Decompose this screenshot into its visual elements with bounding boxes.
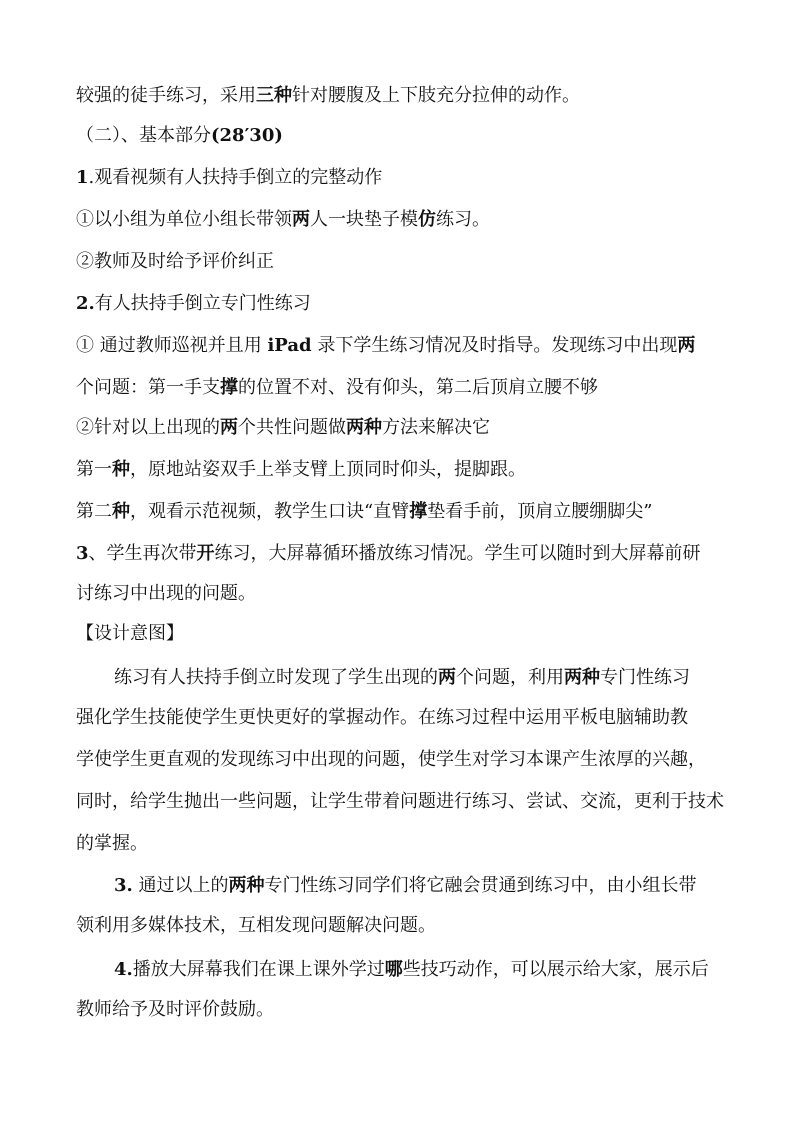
text-line <box>76 542 726 566</box>
text-line <box>76 832 726 856</box>
text-line <box>76 250 726 274</box>
bold-text: 两 <box>677 335 696 356</box>
text-line <box>76 124 726 148</box>
text-segment: 【设计意图】 <box>76 623 184 644</box>
bold-text: 两种 <box>564 667 600 688</box>
text-line <box>76 208 726 232</box>
text-segment: 学使学生更直观的发现练习中出现的问题，使学生对学习本课产生浓厚的兴趣， <box>76 749 706 770</box>
text-segment: 方法来解决它 <box>382 417 490 438</box>
text-segment: 人一块垫子模 <box>310 209 418 230</box>
text-segment: 个问题：第一手支 <box>76 377 220 398</box>
text-segment: 专门性练习同学们将它融会贯通到练习中，由小组长带 <box>264 875 697 896</box>
text-segment: ① 通过教师巡视并且用 <box>76 335 268 356</box>
text-segment: 较强的徒手练习，采用 <box>76 85 256 106</box>
bold-text: iPad <box>267 335 312 356</box>
bold-text: 撑 <box>220 377 238 398</box>
text-line <box>114 958 764 982</box>
text-segment: 第一 <box>76 459 112 480</box>
bold-text: 两种 <box>228 875 265 896</box>
text-segment: 的位置不对、没有仰头，第二后顶肩立腰不够 <box>238 377 598 398</box>
text-segment: 练习，大屏幕循环播放练习情况。学生可以随时到大屏幕前研 <box>214 543 701 564</box>
text-line <box>76 622 726 646</box>
text-line <box>114 874 764 898</box>
text-line <box>76 748 726 772</box>
text-line <box>76 914 726 938</box>
bold-text: 撑 <box>409 501 428 522</box>
text-line <box>76 998 726 1022</box>
text-segment: 通过以上的 <box>132 875 229 896</box>
text-segment: 练习。 <box>436 209 490 230</box>
text-segment: ②针对以上出现的 <box>76 417 220 438</box>
text-segment: ，观看示范视频，教学生口诀“直臂 <box>130 501 410 522</box>
bold-text: 开 <box>196 543 215 564</box>
bold-text: 哪 <box>384 959 403 980</box>
text-segment: 教师给予及时评价鼓励。 <box>76 999 274 1020</box>
bold-text: 仿 <box>418 209 436 230</box>
text-segment: 同时，给学生抛出一些问题，让学生带着问题进行练习、尝试、交流，更利于技术 <box>76 791 724 812</box>
text-segment: 练习有人扶持手倒立时发现了学生出现的 <box>114 667 438 688</box>
bold-text: (28′30) <box>211 125 283 146</box>
text-segment: ，原地站姿双手上举支臂上顶同时仰头，提脚跟。 <box>130 459 526 480</box>
text-segment: 讨练习中出现的问题。 <box>76 583 256 604</box>
bold-text: 4. <box>114 959 133 980</box>
bold-text: 1 <box>76 167 89 188</box>
text-segment: 录下学生练习情况及时指导。发现练习中出现 <box>311 335 678 356</box>
text-line <box>76 334 726 358</box>
text-segment: （二）、基本部分 <box>76 125 211 146</box>
text-segment: ②教师及时给予评价纠正 <box>76 251 274 272</box>
text-segment: 针对腰腹及上下肢充分拉伸的动作。 <box>292 85 580 106</box>
text-segment: 垫看手前，顶肩立腰绷脚尖” <box>427 501 653 522</box>
bold-text: 两 <box>220 417 238 438</box>
text-line <box>76 376 726 400</box>
text-segment: 第二 <box>76 501 112 522</box>
text-line <box>76 416 726 440</box>
text-segment: 有人扶持手倒立专门性练习 <box>94 293 311 314</box>
text-line <box>114 666 764 690</box>
bold-text: 两 <box>438 667 456 688</box>
bold-text: 两种 <box>346 417 382 438</box>
text-line <box>76 166 726 190</box>
text-segment: 些技巧动作，可以展示给大家，展示后 <box>402 959 709 980</box>
text-segment: 个问题，利用 <box>456 667 564 688</box>
text-line <box>76 582 726 606</box>
text-segment: .观看视频有人扶持手倒立的完整动作 <box>88 167 383 188</box>
text-line <box>76 500 726 524</box>
text-segment: 、学生再次带 <box>88 543 197 564</box>
text-line <box>76 790 726 814</box>
text-segment: ①以小组为单位小组长带领 <box>76 209 292 230</box>
bold-text: 3 <box>76 543 89 564</box>
text-segment: 强化学生技能使学生更快更好的掌握动作。在练习过程中运用平板电脑辅助教 <box>76 707 688 728</box>
bold-text: 种 <box>112 501 130 522</box>
text-segment: 领利用多媒体技术，互相发现问题解决问题。 <box>76 915 436 936</box>
bold-text: 3. <box>114 875 133 896</box>
text-segment: 个共性问题做 <box>238 417 346 438</box>
bold-text: 三种 <box>256 85 292 106</box>
text-segment: 的掌握。 <box>76 833 148 854</box>
text-line <box>76 292 726 316</box>
bold-text: 两 <box>292 209 310 230</box>
text-line <box>76 84 726 108</box>
text-segment: 专门性练习 <box>600 667 690 688</box>
text-line <box>76 706 726 730</box>
bold-text: 2. <box>76 293 95 314</box>
text-segment: 播放大屏幕我们在课上课外学过 <box>132 959 385 980</box>
bold-text: 种 <box>112 459 130 480</box>
text-line <box>76 458 726 482</box>
